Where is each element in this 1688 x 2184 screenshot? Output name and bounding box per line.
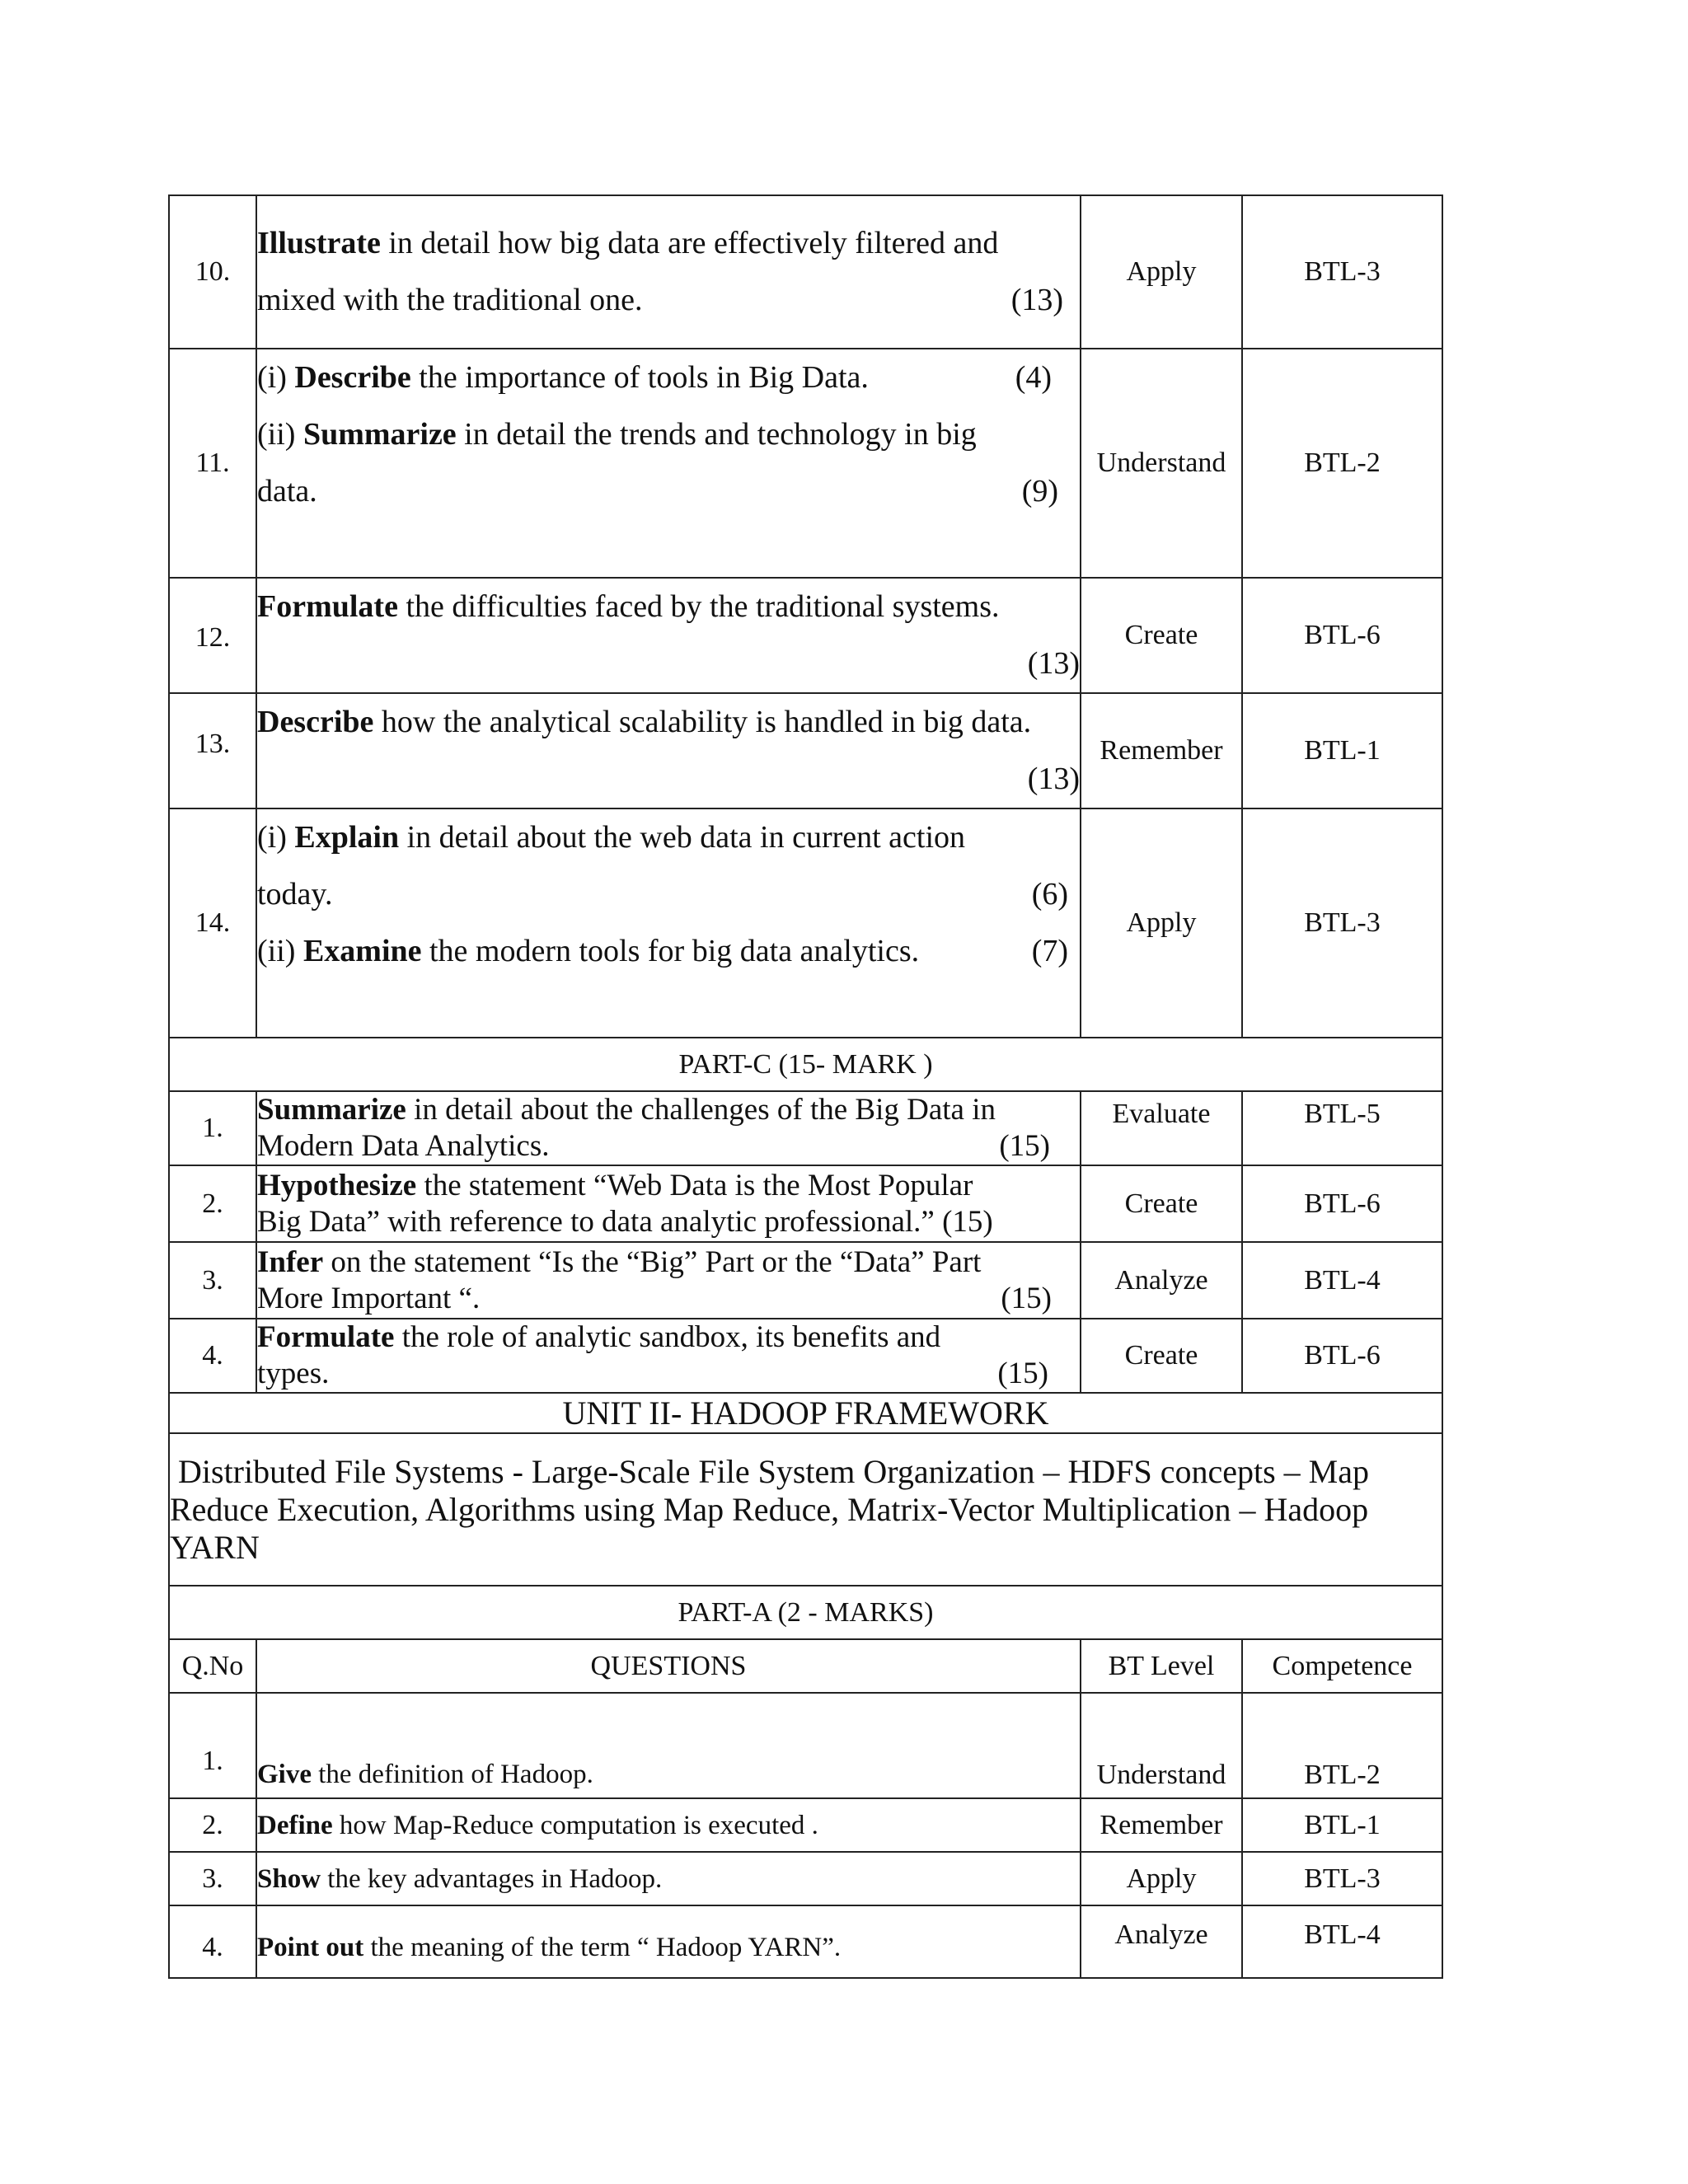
question-bank-table xyxy=(168,194,1443,1979)
table-row xyxy=(169,349,1442,578)
question-number: 3. xyxy=(169,1242,256,1319)
question-number: 13. xyxy=(169,693,256,808)
competence-cell: Understand xyxy=(1081,1693,1242,1798)
competence-cell: Apply xyxy=(1081,1852,1242,1905)
table-row xyxy=(169,1165,1442,1242)
table-row xyxy=(169,1693,1442,1798)
bt-level-cell: BTL-4 xyxy=(1242,1242,1442,1319)
competence-cell: Remember xyxy=(1081,1798,1242,1852)
question-text: Describe how the analytical scalability is handled in big data. (13) xyxy=(256,693,1081,808)
bt-level-cell: BTL-1 xyxy=(1242,1798,1442,1852)
question-number: 10. xyxy=(169,195,256,349)
section-header-row xyxy=(169,1586,1442,1639)
table-row xyxy=(169,808,1442,1038)
competence-cell: Create xyxy=(1081,1319,1242,1393)
question-text: Give the definition of Hadoop. xyxy=(256,1693,1081,1798)
syllabus-line: Distributed File Systems - Large-Scale File System Organization – HDFS concepts – Map xyxy=(170,1452,1369,1490)
syllabus-row xyxy=(169,1433,1442,1586)
unit-title: UNIT II- HADOOP FRAMEWORK xyxy=(169,1393,1442,1433)
part-c-title: PART-C (15- MARK ) xyxy=(169,1038,1442,1091)
column-header-bt-level: BT Level xyxy=(1081,1639,1242,1693)
competence-cell: Apply xyxy=(1081,808,1242,1038)
question-number: 2. xyxy=(169,1165,256,1242)
table-row xyxy=(169,1242,1442,1319)
question-number: 3. xyxy=(169,1852,256,1905)
question-number: 11. xyxy=(169,349,256,578)
column-header-questions: QUESTIONS xyxy=(256,1639,1081,1693)
competence-cell: Create xyxy=(1081,1165,1242,1242)
table-row xyxy=(169,1798,1442,1852)
bt-level-cell: BTL-6 xyxy=(1242,578,1442,693)
question-number: 4. xyxy=(169,1319,256,1393)
table-row xyxy=(169,195,1442,349)
question-text: Summarize in detail about the challenges of the Big Data in Modern Data Analytics. (15) xyxy=(256,1091,1081,1165)
table-row xyxy=(169,578,1442,693)
question-text: (i) Describe the importance of tools in Big Data. (4) (ii) Summarize in detail the trends and technology in big data. (9) xyxy=(256,349,1081,578)
question-text: Show the key advantages in Hadoop. xyxy=(256,1852,1081,1905)
unit-title-row xyxy=(169,1393,1442,1433)
bt-level-cell: BTL-2 xyxy=(1242,1693,1442,1798)
question-number: 1. xyxy=(169,1091,256,1165)
bt-level-cell: BTL-3 xyxy=(1242,195,1442,349)
question-number: 12. xyxy=(169,578,256,693)
bt-level-cell: BTL-5 xyxy=(1242,1091,1442,1165)
syllabus-line: Reduce Execution, Algorithms using Map Reduce, Matrix-Vector Multiplication – Hadoop xyxy=(170,1490,1369,1528)
competence-cell: Apply xyxy=(1081,195,1242,349)
syllabus-line: YARN xyxy=(170,1528,260,1566)
table-row xyxy=(169,1319,1442,1393)
table-row xyxy=(169,1091,1442,1165)
table-row xyxy=(169,1905,1442,1978)
column-header-competence: Competence xyxy=(1242,1639,1442,1693)
question-number: 2. xyxy=(169,1798,256,1852)
question-text: Point out the meaning of the term “ Hadoop YARN”. xyxy=(256,1905,1081,1978)
competence-cell: Evaluate xyxy=(1081,1091,1242,1165)
table-row xyxy=(169,693,1442,808)
competence-cell: Analyze xyxy=(1081,1905,1242,1978)
bt-level-cell: BTL-6 xyxy=(1242,1319,1442,1393)
section-header-row xyxy=(169,1038,1442,1091)
column-header-row xyxy=(169,1639,1442,1693)
part-a-title: PART-A (2 - MARKS) xyxy=(169,1586,1442,1639)
question-text: Formulate the difficulties faced by the traditional systems. (13) xyxy=(256,578,1081,693)
question-number: 14. xyxy=(169,808,256,1038)
bt-level-cell: BTL-2 xyxy=(1242,349,1442,578)
table-row xyxy=(169,1852,1442,1905)
bt-level-cell: BTL-1 xyxy=(1242,693,1442,808)
question-text: (i) Explain in detail about the web data in current action today. (6) (ii) Examine the modern tools for big data analytics. (7) xyxy=(256,808,1081,1038)
question-number: 4. xyxy=(169,1905,256,1978)
question-text: Infer on the statement “Is the “Big” Part or the “Data” Part More Important “. (15) xyxy=(256,1242,1081,1319)
question-text: Illustrate in detail how big data are effectively filtered and mixed with the traditional one. (13) xyxy=(256,195,1081,349)
bt-level-cell: BTL-6 xyxy=(1242,1165,1442,1242)
competence-cell: Understand xyxy=(1081,349,1242,578)
question-text: Define how Map-Reduce computation is executed . xyxy=(256,1798,1081,1852)
competence-cell: Analyze xyxy=(1081,1242,1242,1319)
bt-level-cell: BTL-4 xyxy=(1242,1905,1442,1978)
question-number: 1. xyxy=(169,1693,256,1798)
competence-cell: Create xyxy=(1081,578,1242,693)
bt-level-cell: BTL-3 xyxy=(1242,808,1442,1038)
competence-cell: Remember xyxy=(1081,693,1242,808)
column-header-qno: Q.No xyxy=(169,1639,256,1693)
question-text: Formulate the role of analytic sandbox, its benefits and types. (15) xyxy=(256,1319,1081,1393)
unit-syllabus xyxy=(169,1433,1442,1586)
bt-level-cell: BTL-3 xyxy=(1242,1852,1442,1905)
question-text: Hypothesize the statement “Web Data is the Most Popular Big Data” with reference to data analytic professional.” (15) xyxy=(256,1165,1081,1242)
